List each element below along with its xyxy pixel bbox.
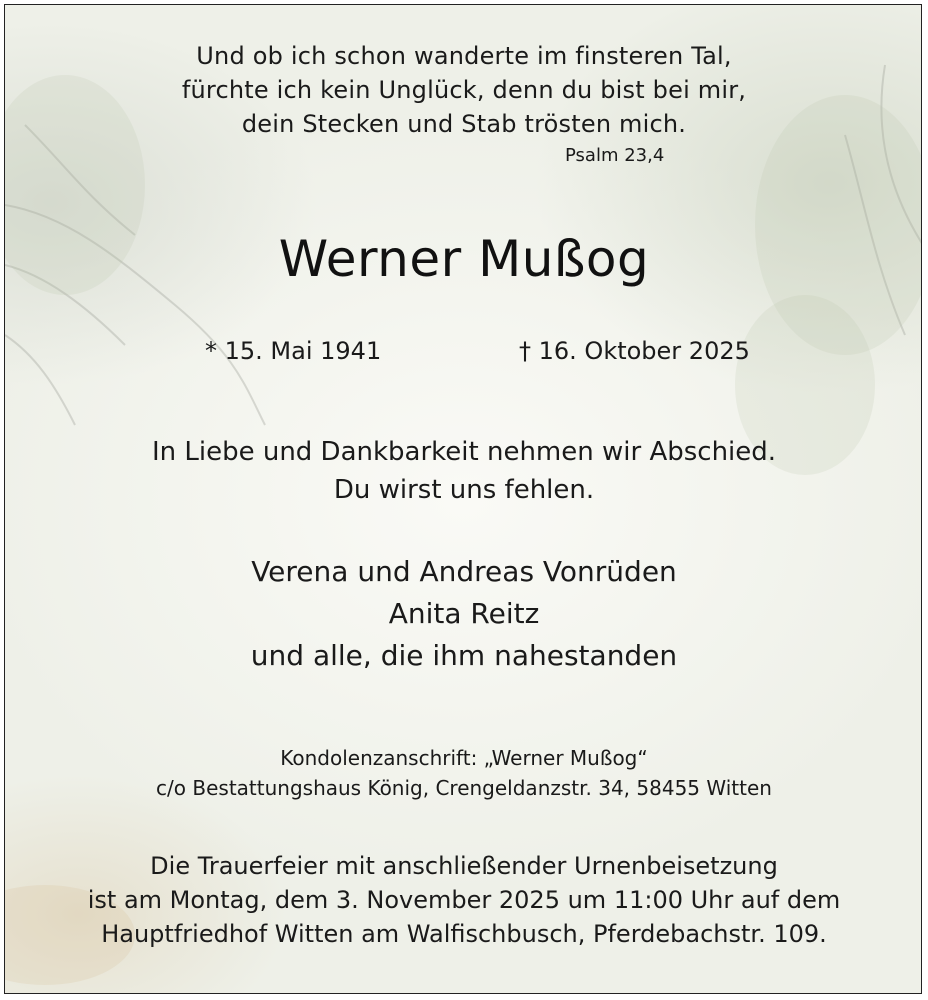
psalm-reference: Psalm 23,4 <box>565 145 665 166</box>
psalm-line-2: fürchte ich kein Unglück, denn du bist bei mir, <box>181 76 747 104</box>
funeral-line-1: Die Trauerfeier mit anschließender Urnenbeisetzung <box>150 852 778 880</box>
farewell-line-2: Du wirst uns fehlen. <box>333 475 595 505</box>
psalm-line-3: dein Stecken und Stab trösten mich. <box>241 110 687 138</box>
funeral-line-3: Hauptfriedhof Witten am Walfischbusch, Pferdebachstr. 109. <box>101 920 827 948</box>
birth-date: * 15. Mai 1941 <box>205 337 382 365</box>
condolence-address-line-1: Kondolenzanschrift: „Werner Mußog“ <box>280 746 648 770</box>
deceased-name: Werner Mußog <box>278 230 650 288</box>
funeral-line-2: ist am Montag, dem 3. November 2025 um 11:00 Uhr auf dem <box>87 886 841 914</box>
psalm-line-1: Und ob ich schon wanderte im finsteren Tal, <box>196 42 732 70</box>
condolence-address-line-2: c/o Bestattungshaus König, Crengeldanzstr. 34, 58455 Witten <box>156 776 772 800</box>
farewell-line-1: In Liebe und Dankbarkeit nehmen wir Abschied. <box>151 437 777 467</box>
mourner-line-3: und alle, die ihm nahestanden <box>250 639 678 672</box>
mourner-line-2: Anita Reitz <box>388 597 540 630</box>
mourner-line-1: Verena und Andreas Vonrüden <box>251 555 677 588</box>
death-date: † 16. Oktober 2025 <box>519 337 750 365</box>
obituary-notice <box>4 4 922 994</box>
